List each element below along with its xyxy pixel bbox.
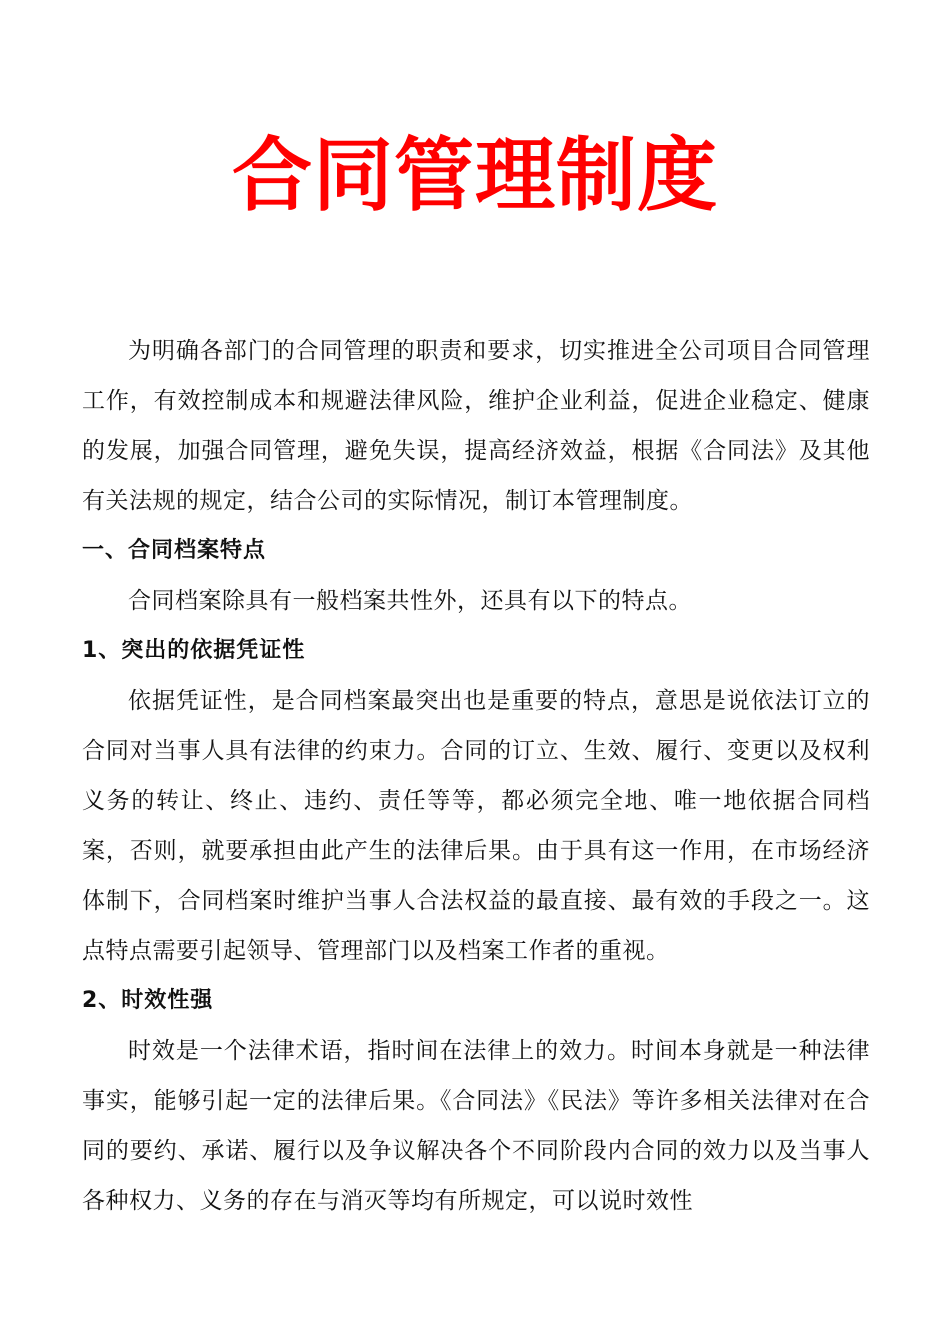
subsection-heading-evidence: 1、突出的依据凭证性 [82, 638, 306, 663]
section-heading-contract-archive-features: 一、合同档案特点 [82, 538, 267, 563]
subsection-heading-timeliness: 2、时效性强 [82, 988, 214, 1013]
document-body [82, 326, 870, 1226]
subsection-timeliness-paragraph: 时效是一个法律术语，指时间在法律上的效力。时间本身就是一种法律事实，能够引起一定的法律后果。《合同法》《民法》等许多相关法律对在合同的要约、承诺、履行以及争议解决各个不同阶段内合同的效力以及当事人各种权力、义务的存在与消灭等均有所规定，可以说时效性 [82, 1038, 870, 1214]
subsection-evidence-paragraph: 依据凭证性，是合同档案最突出也是重要的特点，意思是说依法订立的合同对当事人具有法律的约束力。合同的订立、生效、履行、变更以及权利义务的转让、终止、违约、责任等等，都必须完全地、唯一地依据合同档案，否则，就要承担由此产生的法律后果。由于具有这一作用，在市场经济体制下，合同档案时维护当事人合法权益的最直接、最有效的手段之一。这点特点需要引起领导、管理部门以及档案工作者的重视。 [82, 688, 870, 964]
section-intro-paragraph: 合同档案除具有一般档案共性外，还具有以下的特点。 [128, 588, 692, 614]
intro-paragraph: 为明确各部门的合同管理的职责和要求，切实推进全公司项目合同管理工作，有效控制成本和规避法律风险，维护企业利益，促进企业稳定、健康的发展，加强合同管理，避免失误，提高经济效益，根据《合同法》及其他有关法规的规定，结合公司的实际情况，制订本管理制度。 [82, 338, 870, 514]
document-title: 合同管理制度 [232, 129, 718, 222]
